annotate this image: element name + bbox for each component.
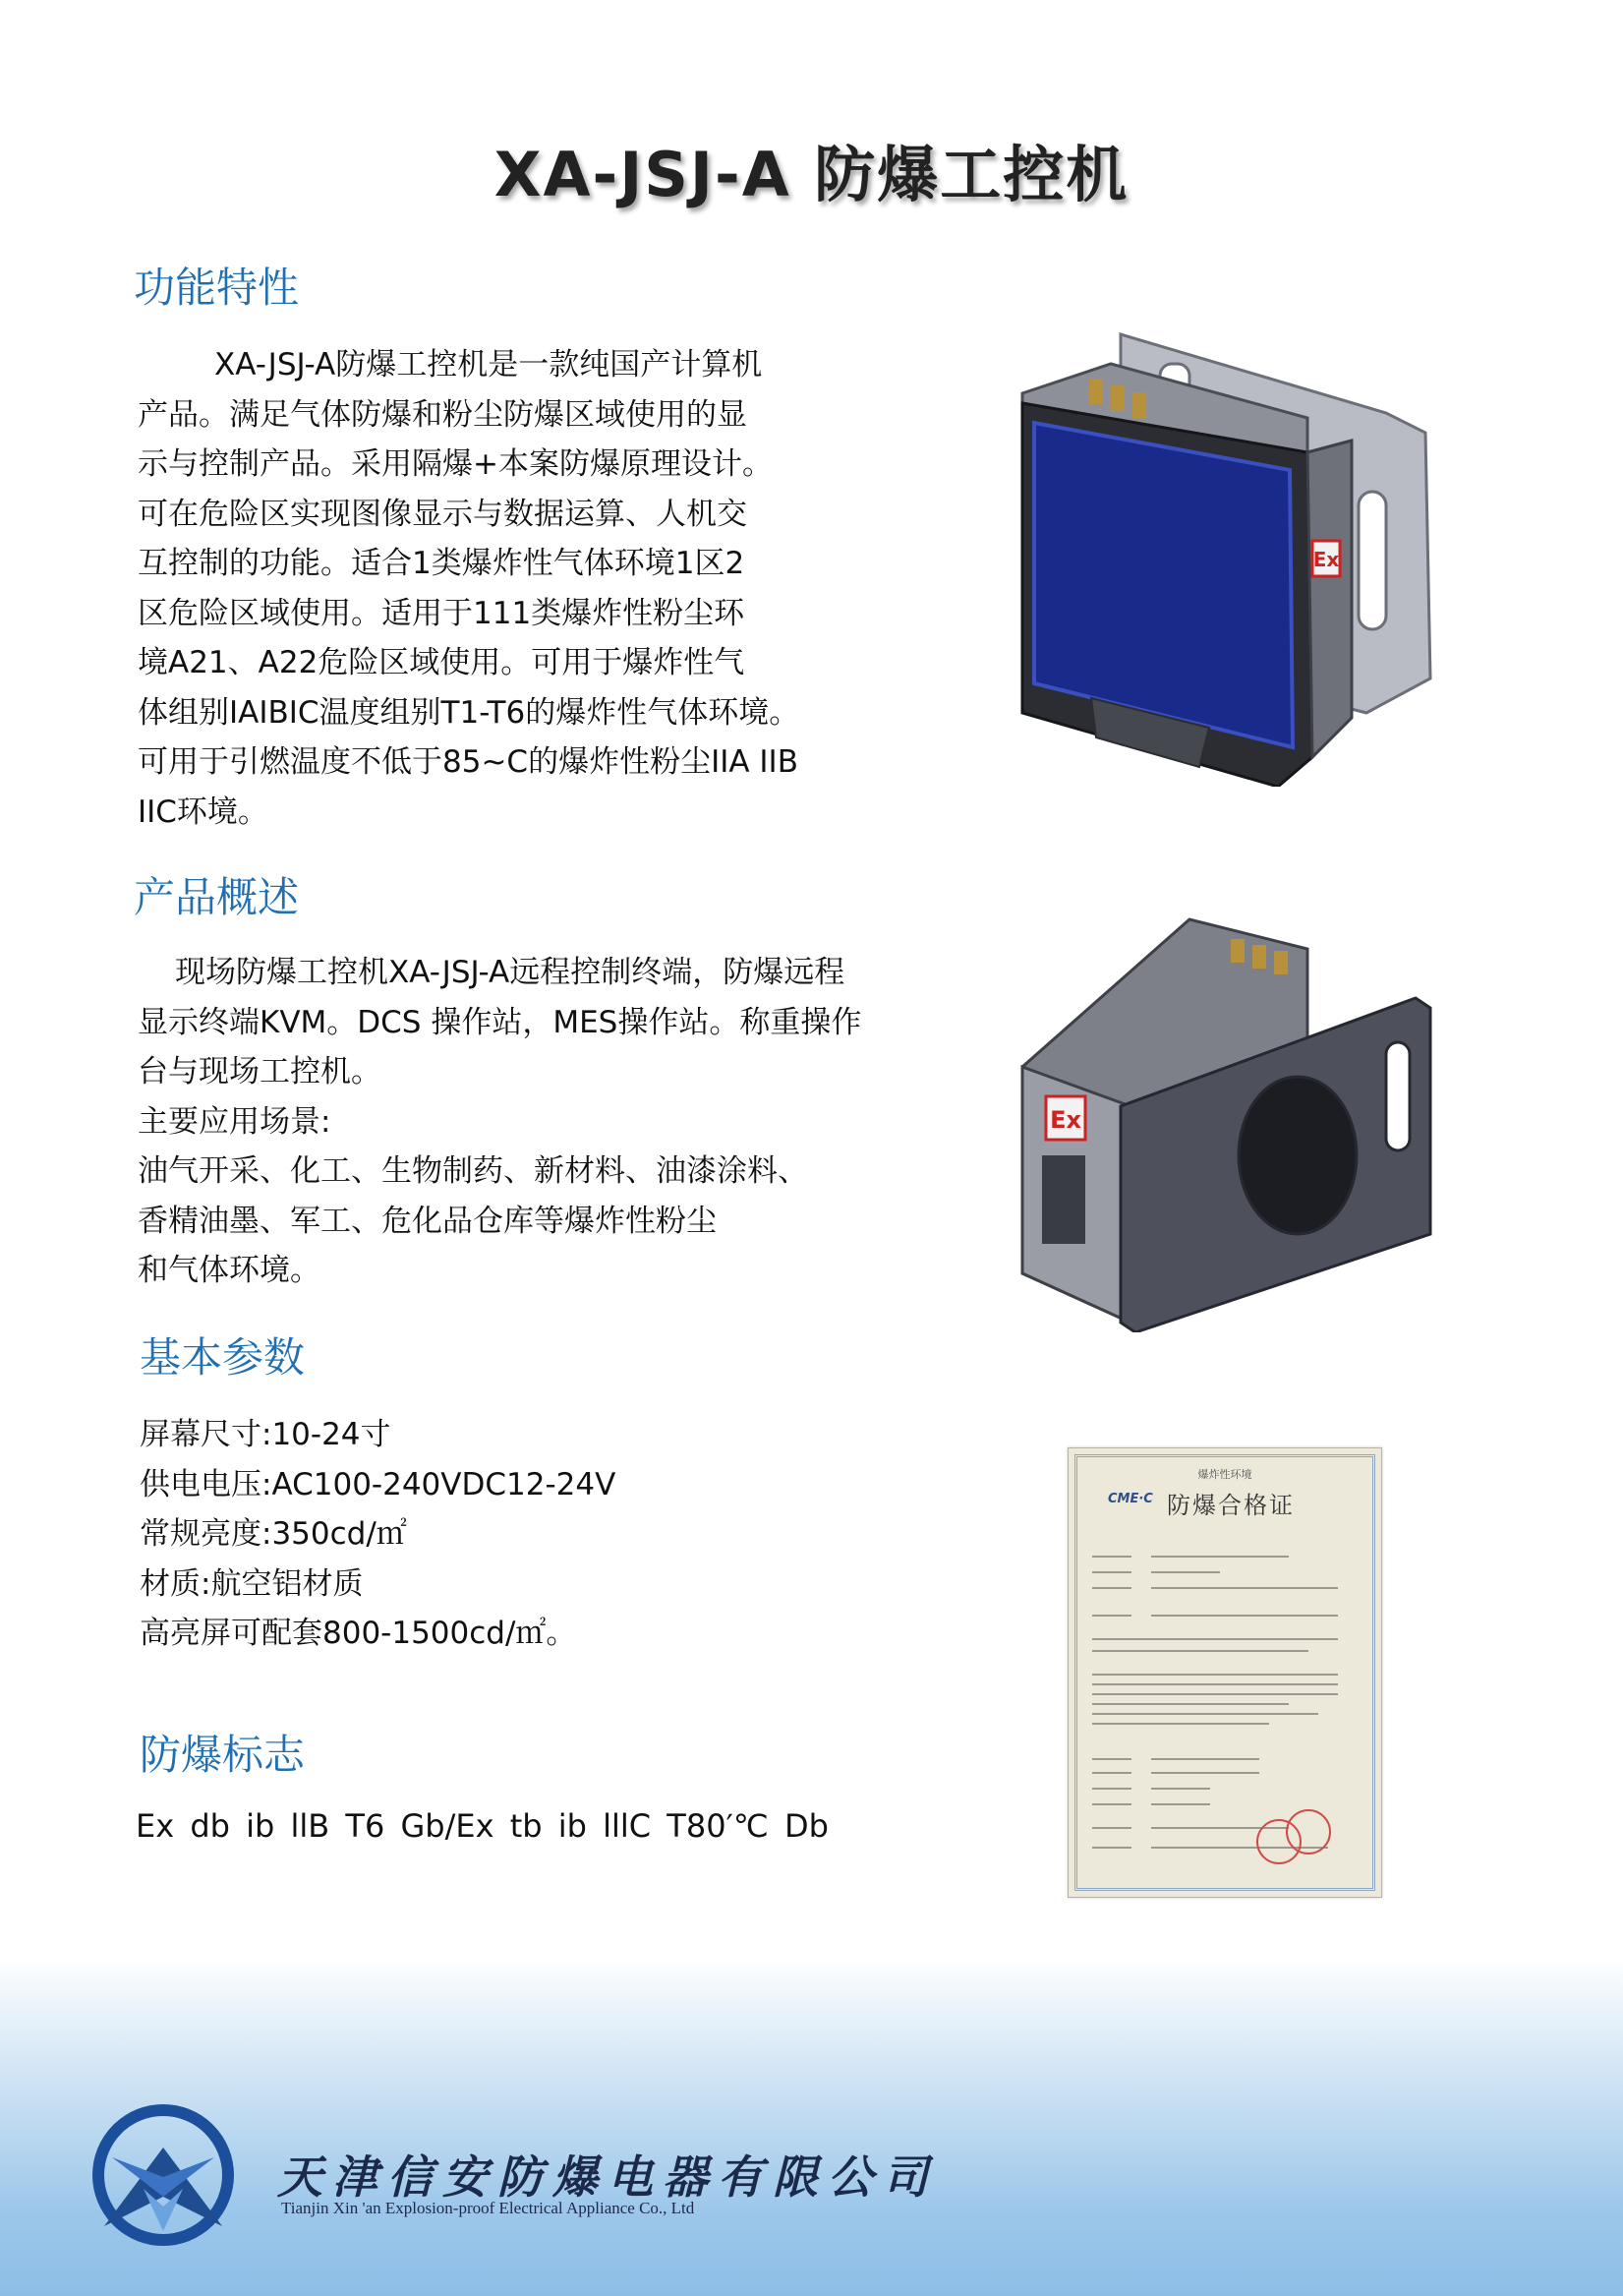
certificate-subtitle: 爆炸性环境 (1197, 1468, 1252, 1481)
certificate-image (1068, 1447, 1382, 1898)
param-high-brightness: 高亮屏可配套800-1500cd/㎡。 (140, 1616, 577, 1651)
features-line: 可用于引燃温度不低于85~C的爆炸性粉尘IIA IIB (138, 744, 798, 780)
ex-label-front: Ex (1312, 548, 1340, 571)
page-title: XA-JSJ-A 防爆工控机 (493, 139, 1130, 210)
features-heading: 功能特性 (134, 264, 300, 312)
param-material: 材质:航空铝材质 (140, 1565, 364, 1602)
certificate-org: CME·C (1108, 1492, 1153, 1506)
company-name-en: Tianjin Xin 'an Explosion-proof Electrical Appliance Co., Ltd (281, 2199, 695, 2217)
params-list (140, 1410, 615, 1659)
company-name-cn: 天津信安防爆电器有限公司 (277, 2150, 938, 2204)
features-line: 境A21、A22危险区域使用。可用于爆炸性气 (138, 645, 745, 680)
features-line: 可在危险区实现图像显示与数据运算、人机交 (138, 496, 747, 532)
params-heading: 基本参数 (140, 1333, 306, 1382)
features-line: 示与控制产品。采用隔爆+本案防爆原理设计。 (138, 446, 773, 482)
param-voltage: 供电电压:AC100-240VDC12-24V (140, 1466, 616, 1502)
features-line: IIC环境。 (138, 794, 268, 830)
overview-text (138, 948, 861, 1296)
features-line: 体组别IAIBIC温度组别T1-T6的爆炸性气体环境。 (138, 694, 800, 731)
features-line: 区危险区域使用。适用于111类爆炸性粉尘环 (138, 595, 745, 631)
marking-heading: 防爆标志 (140, 1731, 306, 1779)
overview-line: 主要应用场景: (138, 1103, 331, 1140)
overview-line: 和气体环境。 (138, 1253, 320, 1288)
company-logo-icon (85, 2098, 244, 2246)
overview-line: 显示终端KVM。DCS 操作站，MES操作站。称重操作 (138, 1004, 862, 1040)
features-line: 互控制的功能。适合1类爆炸性气体环境1区2 (138, 546, 745, 581)
param-brightness: 常规亮度:350cd/㎡ (140, 1516, 407, 1552)
certificate-body-lines (1092, 1537, 1358, 1881)
overview-heading: 产品概述 (134, 873, 300, 921)
features-text (138, 340, 799, 837)
overview-line: 香精油墨、军工、危化品仓库等爆炸性粉尘 (138, 1203, 717, 1239)
ex-marking: Ex db ib llB T6 Gb/Ex tb ib lllC T80′℃ Db (136, 1807, 829, 1845)
overview-line: 油气开采、化工、生物制药、新材料、油漆涂料、 (138, 1153, 808, 1189)
overview-line: 现场防爆工控机XA-JSJ-A远程控制终端，防爆远程 (175, 955, 845, 990)
certificate-title: 防爆合格证 (1167, 1492, 1295, 1519)
product-front-image (1013, 324, 1435, 787)
overview-line: 台与现场工控机。 (138, 1054, 381, 1089)
product-back-image (1013, 910, 1435, 1332)
param-screen-size: 屏幕尺寸:10-24寸 (140, 1417, 391, 1452)
features-line: XA-JSJ-A防爆工控机是一款纯国产计算机 (214, 347, 763, 383)
features-line: 产品。满足气体防爆和粉尘防爆区域使用的显 (138, 396, 747, 433)
ex-label-back: Ex (1050, 1106, 1081, 1134)
